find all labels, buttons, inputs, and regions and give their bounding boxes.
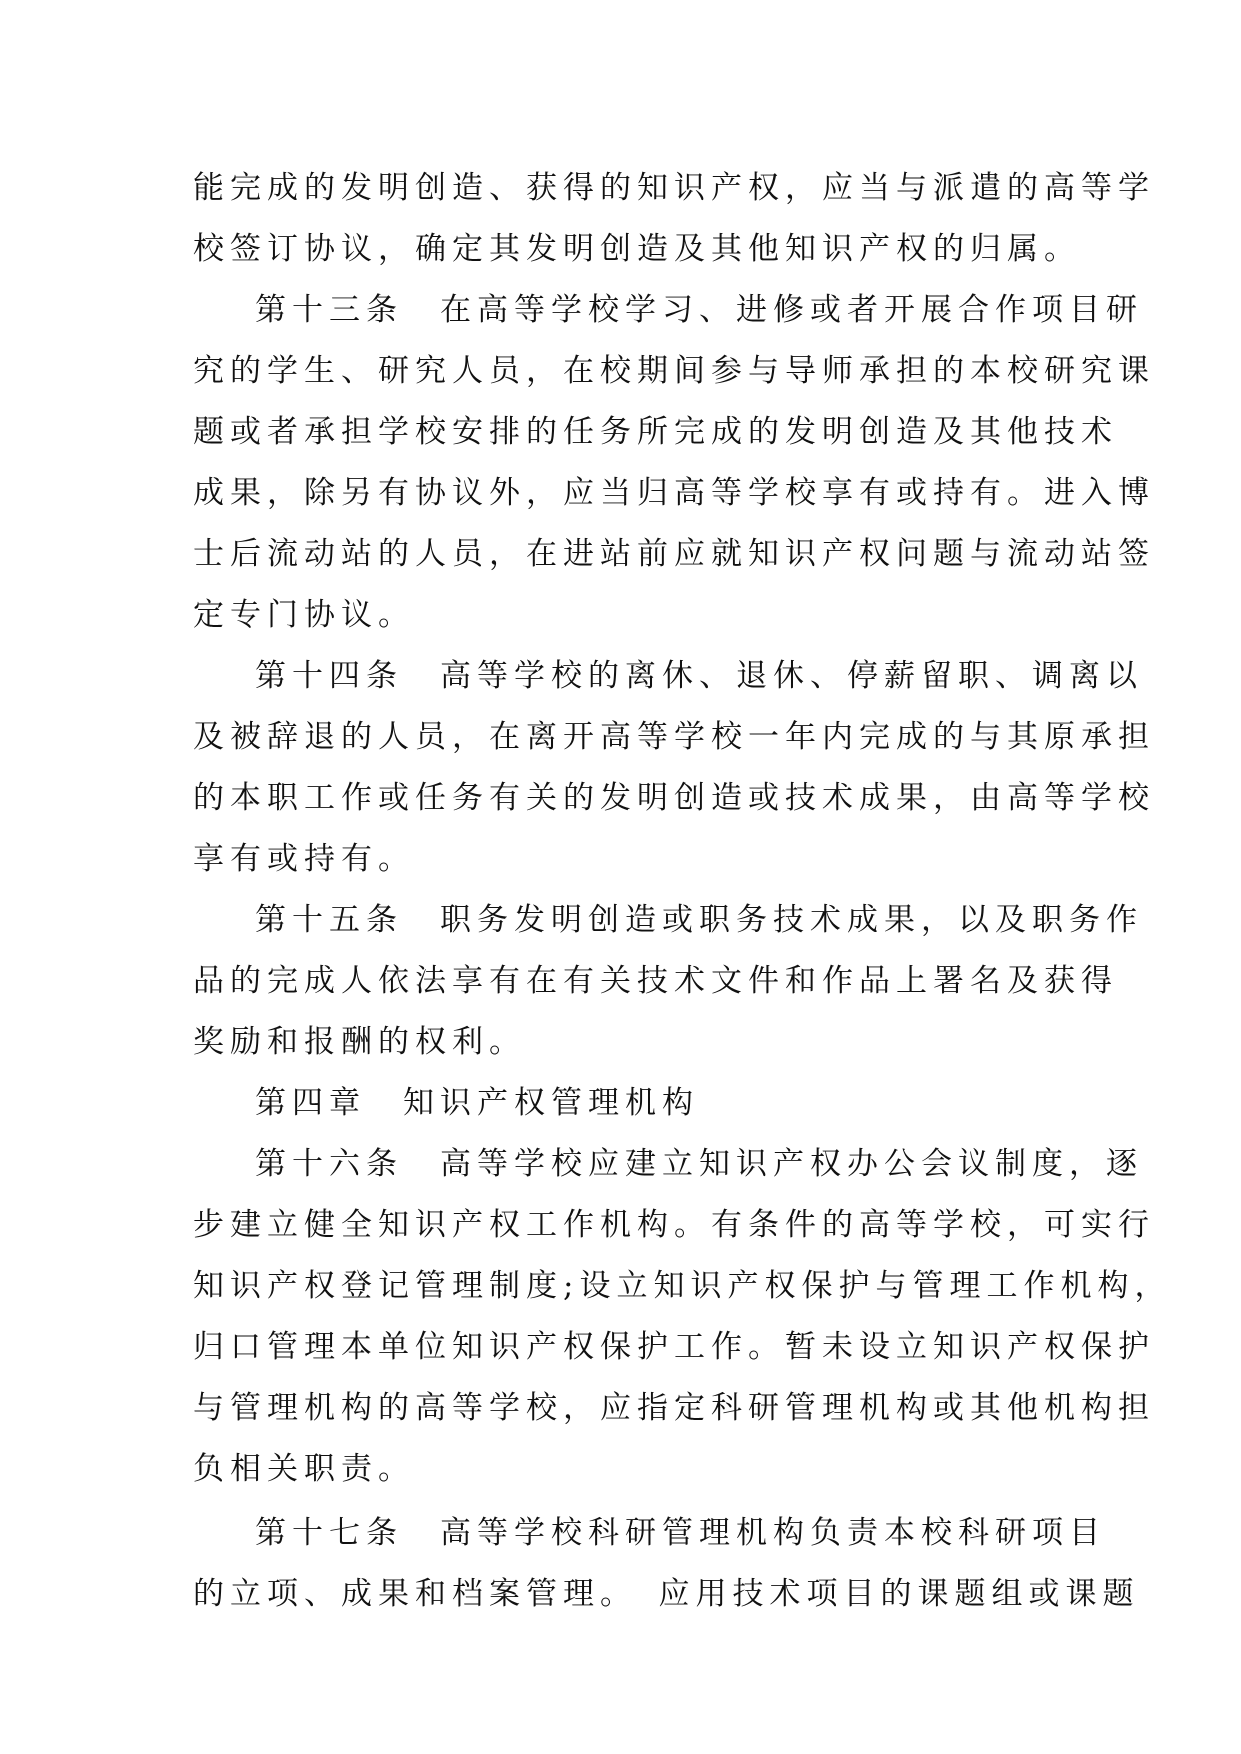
text-line: 定专门协议。 bbox=[193, 597, 415, 633]
text-line: 究的学生、研究人员，在校期间参与导师承担的本校研究课 bbox=[193, 353, 1155, 389]
article-15-heading-line: 第十五条 职务发明创造或职务技术成果，以及职务作 bbox=[255, 902, 1143, 938]
text-line: 校签订协议，确定其发明创造及其他知识产权的归属。 bbox=[193, 231, 1081, 267]
text-line: 步建立健全知识产权工作机构。有条件的高等学校，可实行 bbox=[193, 1207, 1155, 1243]
text-line: 能完成的发明创造、获得的知识产权，应当与派遣的高等学 bbox=[193, 170, 1155, 206]
text-line: 享有或持有。 bbox=[193, 841, 415, 877]
text-line: 士后流动站的人员，在进站前应就知识产权问题与流动站签 bbox=[193, 536, 1155, 572]
document-body bbox=[193, 158, 1172, 1625]
text-line: 及被辞退的人员，在离开高等学校一年内完成的与其原承担 bbox=[193, 719, 1155, 755]
text-line: 的立项、成果和档案管理。 应用技术项目的课题组或课题 bbox=[193, 1576, 1140, 1612]
text-line: 知识产权登记管理制度;设立知识产权保护与管理工作机构， bbox=[193, 1268, 1172, 1304]
article-17-heading-line: 第十七条 高等学校科研管理机构负责本校科研项目 bbox=[255, 1515, 1106, 1551]
text-line: 题或者承担学校安排的任务所完成的发明创造及其他技术 bbox=[193, 414, 1118, 450]
text-line: 归口管理本单位知识产权保护工作。暂未设立知识产权保护 bbox=[193, 1329, 1155, 1365]
text-line: 的本职工作或任务有关的发明创造或技术成果，由高等学校 bbox=[193, 780, 1155, 816]
text-line: 负相关职责。 bbox=[193, 1451, 415, 1487]
text-line: 品的完成人依法享有在有关技术文件和作品上署名及获得 bbox=[193, 963, 1118, 999]
chapter-4-heading: 第四章 知识产权管理机构 bbox=[255, 1085, 699, 1121]
article-16-heading-line: 第十六条 高等学校应建立知识产权办公会议制度，逐 bbox=[255, 1146, 1143, 1182]
text-line: 与管理机构的高等学校，应指定科研管理机构或其他机构担 bbox=[193, 1390, 1155, 1426]
text-line: 成果，除另有协议外，应当归高等学校享有或持有。进入博 bbox=[193, 475, 1155, 511]
article-13-heading-line: 第十三条 在高等学校学习、进修或者开展合作项目研 bbox=[255, 292, 1143, 328]
article-14-heading-line: 第十四条 高等学校的离休、退休、停薪留职、调离以 bbox=[255, 658, 1143, 694]
text-line: 奖励和报酬的权利。 bbox=[193, 1024, 526, 1060]
